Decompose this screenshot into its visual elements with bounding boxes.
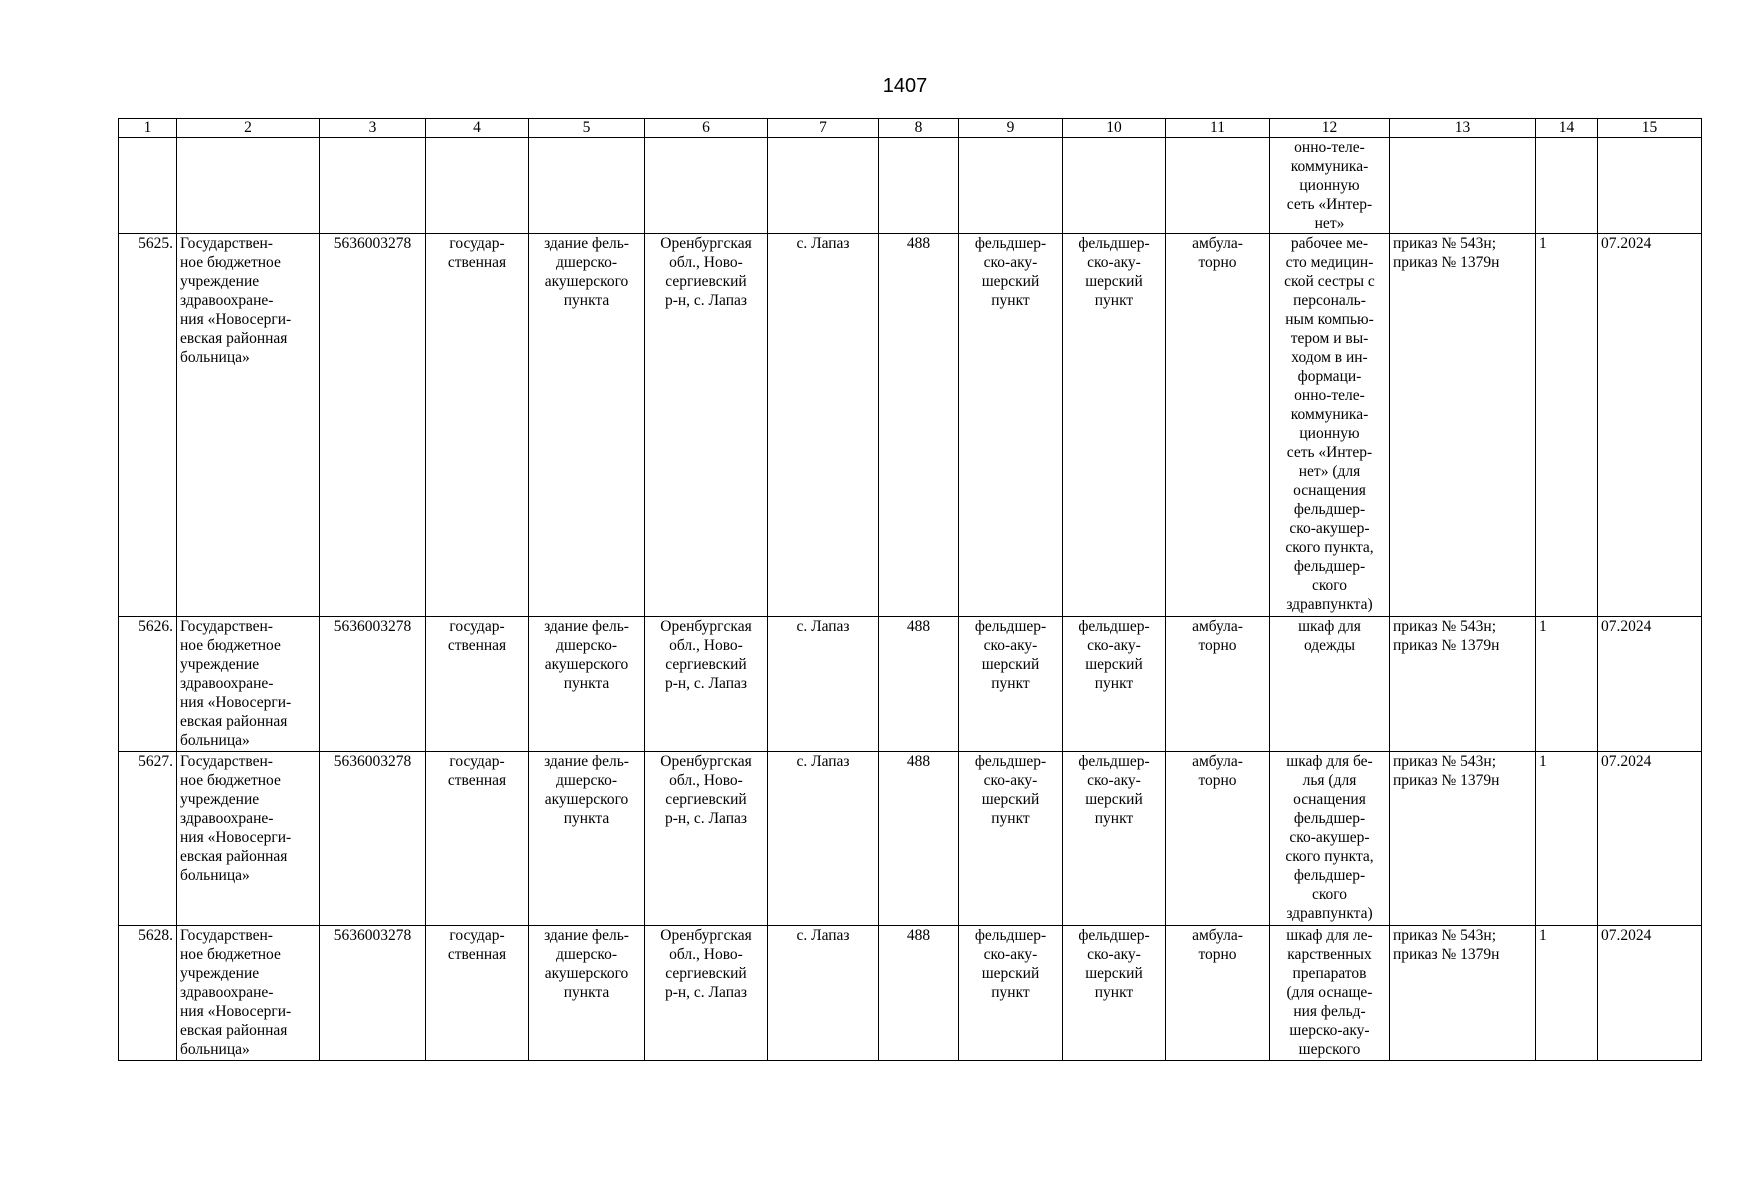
equipment-cell: рабочее ме- сто медицин- ской сестры с персональ- ным компью- тером и вы- ходом в ин- формаци- онно-теле- коммуника- ционную сеть «Интер- нет» (для оснащения фельдшер- ско-акушер- ского пункта, фельдшер- ского здравпункта) [1270, 234, 1390, 617]
order-cell: приказ № 543н; приказ № 1379н [1390, 234, 1536, 617]
order-cell: приказ № 543н; приказ № 1379н [1390, 926, 1536, 1061]
number-cell: 488 [879, 234, 959, 617]
column-number: 3 [320, 119, 426, 138]
care-mode-cell: амбула- торно [1166, 926, 1270, 1061]
organization-name: Государствен- ное бюджетное учреждение здравоохране- ния «Новосерги- евская районная больница» [177, 234, 320, 617]
ownership-cell: государ- ственная [426, 926, 529, 1061]
continuation-row [119, 138, 1702, 234]
care-mode-cell: амбула- торно [1166, 752, 1270, 926]
quantity-cell: 1 [1536, 752, 1598, 926]
date-cell: 07.2024 [1598, 926, 1702, 1061]
column-number: 5 [529, 119, 645, 138]
address-cell: Оренбургская обл., Ново- сергиевский р-н, с. Лапаз [645, 926, 768, 1061]
column-number: 4 [426, 119, 529, 138]
page-number: 1407 [882, 75, 928, 97]
unit-type-cell: фельдшер- ско-аку- шерский пункт [1063, 926, 1166, 1061]
organization-name: Государствен- ное бюджетное учреждение здравоохране- ния «Новосерги- евская районная больница» [177, 752, 320, 926]
table-row [119, 234, 1702, 617]
column-number: 13 [1390, 119, 1536, 138]
unit-type-cell: фельдшер- ско-аку- шерский пункт [959, 617, 1063, 752]
unit-type-cell: фельдшер- ско-аку- шерский пункт [1063, 752, 1166, 926]
inn-cell: 5636003278 [320, 617, 426, 752]
column-number: 9 [959, 119, 1063, 138]
table-row [119, 926, 1702, 1061]
equipment-cell: онно-теле- коммуника- ционную сеть «Интер- нет» [1270, 138, 1390, 234]
row-number: 5627. [119, 752, 177, 926]
ownership-cell: государ- ственная [426, 752, 529, 926]
column-number: 12 [1270, 119, 1390, 138]
building-cell: здание фель- дшерско- акушерского пункта [529, 926, 645, 1061]
care-mode-cell: амбула- торно [1166, 234, 1270, 617]
number-cell: 488 [879, 752, 959, 926]
registry-table [118, 118, 1702, 1061]
unit-type-cell: фельдшер- ско-аку- шерский пункт [1063, 617, 1166, 752]
building-cell: здание фель- дшерско- акушерского пункта [529, 617, 645, 752]
ownership-cell: государ- ственная [426, 234, 529, 617]
row-number: 5628. [119, 926, 177, 1061]
order-cell: приказ № 543н; приказ № 1379н [1390, 617, 1536, 752]
order-cell: приказ № 543н; приказ № 1379н [1390, 752, 1536, 926]
row-number: 5625. [119, 234, 177, 617]
date-cell: 07.2024 [1598, 752, 1702, 926]
row-number: 5626. [119, 617, 177, 752]
quantity-cell: 1 [1536, 234, 1598, 617]
unit-type-cell: фельдшер- ско-аку- шерский пункт [1063, 234, 1166, 617]
locality-cell: с. Лапаз [768, 752, 879, 926]
unit-type-cell: фельдшер- ско-аку- шерский пункт [959, 752, 1063, 926]
inn-cell: 5636003278 [320, 234, 426, 617]
column-numbers-row [119, 119, 1702, 138]
unit-type-cell: фельдшер- ско-аку- шерский пункт [959, 926, 1063, 1061]
building-cell: здание фель- дшерско- акушерского пункта [529, 234, 645, 617]
address-cell: Оренбургская обл., Ново- сергиевский р-н, с. Лапаз [645, 234, 768, 617]
quantity-cell: 1 [1536, 617, 1598, 752]
column-number: 14 [1536, 119, 1598, 138]
care-mode-cell: амбула- торно [1166, 617, 1270, 752]
number-cell: 488 [879, 617, 959, 752]
number-cell: 488 [879, 926, 959, 1061]
organization-name: Государствен- ное бюджетное учреждение здравоохране- ния «Новосерги- евская районная больница» [177, 926, 320, 1061]
column-number: 10 [1063, 119, 1166, 138]
column-number: 15 [1598, 119, 1702, 138]
equipment-cell: шкаф для одежды [1270, 617, 1390, 752]
equipment-cell: шкаф для ле- карственных препаратов (для оснаще- ния фельд- шерско-аку- шерского [1270, 926, 1390, 1061]
address-cell: Оренбургская обл., Ново- сергиевский р-н, с. Лапаз [645, 752, 768, 926]
column-number: 1 [119, 119, 177, 138]
inn-cell: 5636003278 [320, 926, 426, 1061]
ownership-cell: государ- ственная [426, 617, 529, 752]
table-row [119, 752, 1702, 926]
equipment-cell: шкаф для бе- лья (для оснащения фельдшер- ско-акушер- ского пункта, фельдшер- ского здравпункта) [1270, 752, 1390, 926]
unit-type-cell: фельдшер- ско-аку- шерский пункт [959, 234, 1063, 617]
table-row [119, 617, 1702, 752]
date-cell: 07.2024 [1598, 617, 1702, 752]
column-number: 7 [768, 119, 879, 138]
locality-cell: с. Лапаз [768, 617, 879, 752]
quantity-cell: 1 [1536, 926, 1598, 1061]
column-number: 8 [879, 119, 959, 138]
column-number: 6 [645, 119, 768, 138]
date-cell: 07.2024 [1598, 234, 1702, 617]
inn-cell: 5636003278 [320, 752, 426, 926]
locality-cell: с. Лапаз [768, 926, 879, 1061]
organization-name: Государствен- ное бюджетное учреждение здравоохране- ния «Новосерги- евская районная больница» [177, 617, 320, 752]
address-cell: Оренбургская обл., Ново- сергиевский р-н, с. Лапаз [645, 617, 768, 752]
locality-cell: с. Лапаз [768, 234, 879, 617]
column-number: 11 [1166, 119, 1270, 138]
column-number: 2 [177, 119, 320, 138]
building-cell: здание фель- дшерско- акушерского пункта [529, 752, 645, 926]
